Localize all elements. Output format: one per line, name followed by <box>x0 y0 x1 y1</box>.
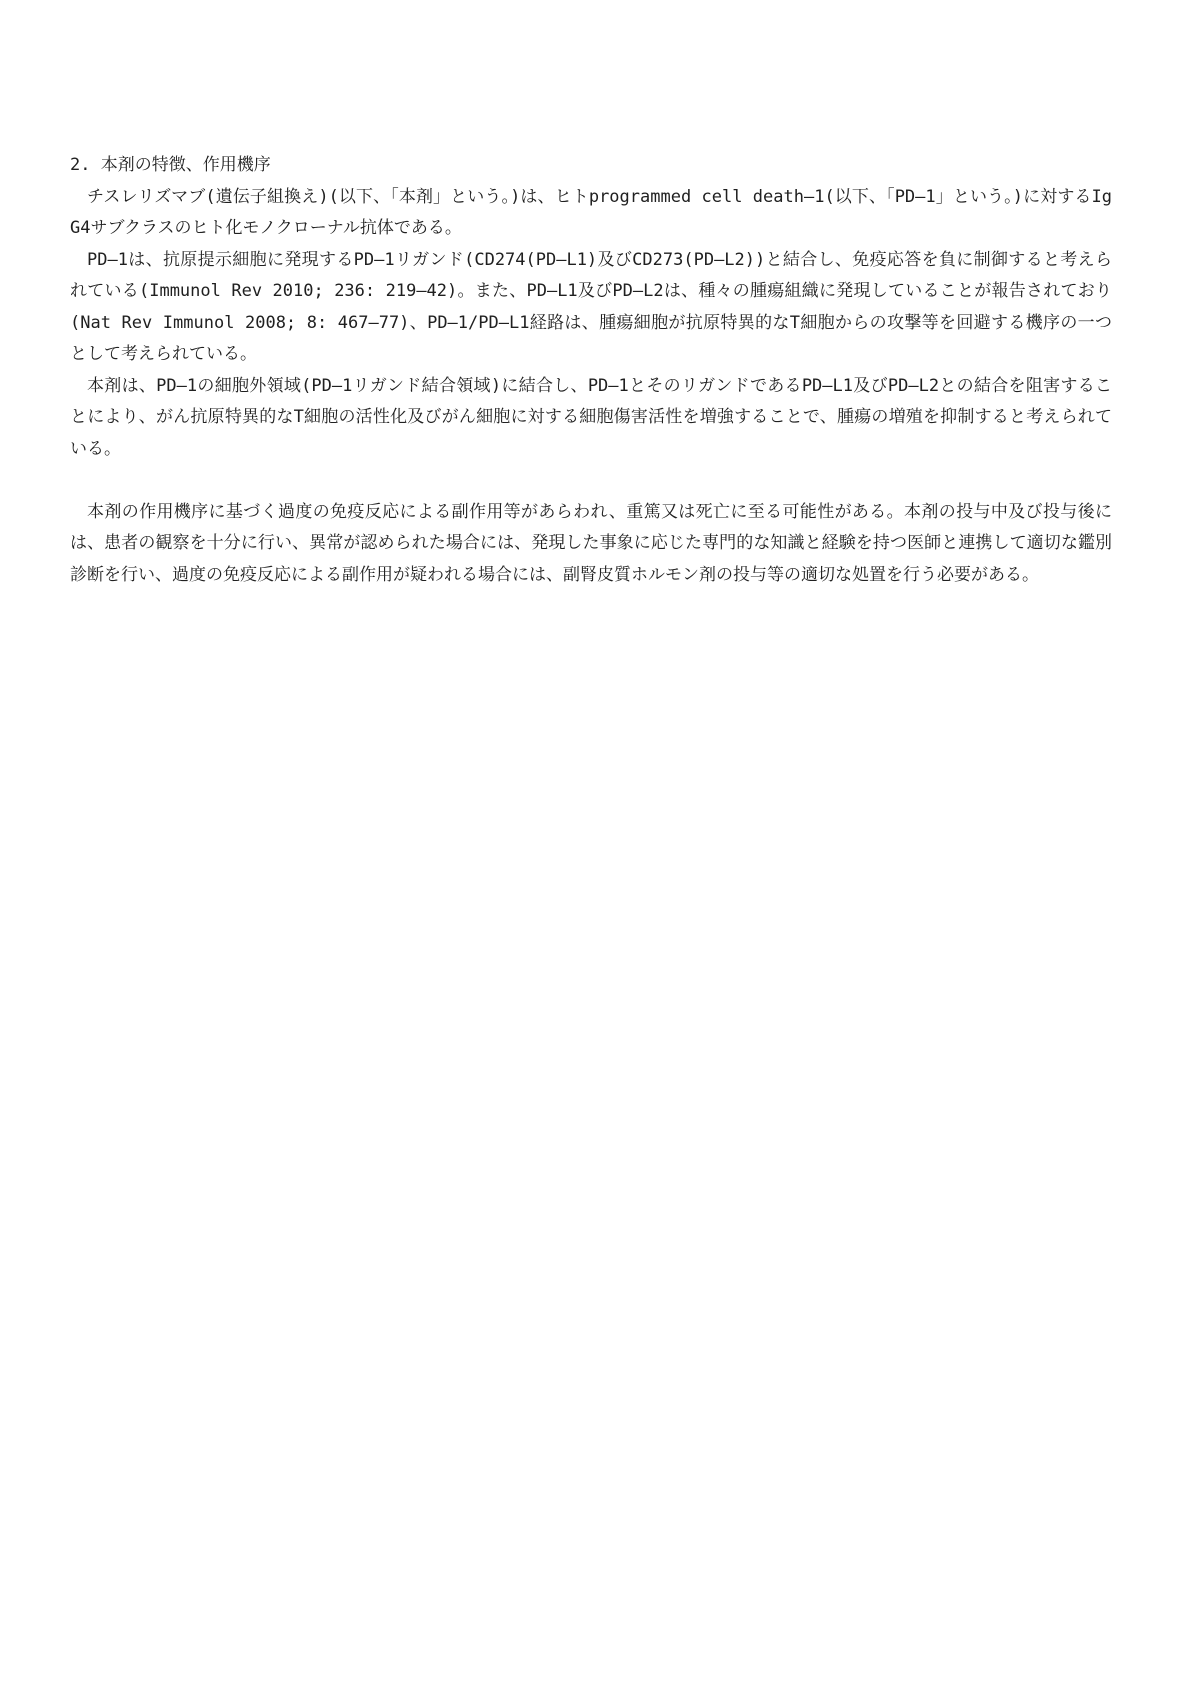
paragraph-safety-note: 本剤の作用機序に基づく過度の免疫反応による副作用等があらわれ、重篤又は死亡に至る可能性がある。本剤の投与中及び投与後には、患者の観察を十分に行い、異常が認められた場合には、発現した事象に応じた専門的な知識と経験を持つ医師と連携して適切な鑑別診断を行い、過度の免疫反応による副作用が疑われる場合には、副腎皮質ホルモン剤の投与等の適切な処置を行う必要がある。 <box>70 501 1112 585</box>
paragraph-spacer <box>70 465 1112 497</box>
paragraph-drug-action: 本剤は、PD―1の細胞外領域(PD―1リガンド結合領域)に結合し、PD―1とそのリガンドであるPD―L1及びPD―L2との結合を阻害することにより、がん抗原特異的なT細胞の活性化及びがん細胞に対する細胞傷害活性を増強することで、腫瘍の増殖を抑制すると考えられている。 <box>70 375 1112 459</box>
document-body <box>70 150 1112 591</box>
paragraph-drug-description: チスレリズマブ(遺伝子組換え)(以下、「本剤」という。)は、ヒトprogrammed cell death―1(以下、「PD―1」という。)に対するIgG4サブクラスのヒト化モノクローナル抗体である。 <box>70 186 1112 238</box>
paragraph-pd1-mechanism: PD―1は、抗原提示細胞に発現するPD―1リガンド(CD274(PD―L1)及びCD273(PD―L2))と結合し、免疫応答を負に制御すると考えられている(Immunol Rev 2010; 236: 219―42)。また、PD―L1及びPD―L2は、種々の腫瘍組織に発現していることが報告されており(Nat Rev Immunol 2008; 8: 467―77)、PD―1/PD―L1経路は、腫瘍細胞が抗原特異的なT細胞からの攻撃等を回避する機序の一つとして考えられている。 <box>70 249 1112 364</box>
section-heading: 2. 本剤の特徴、作用機序 <box>70 155 271 175</box>
